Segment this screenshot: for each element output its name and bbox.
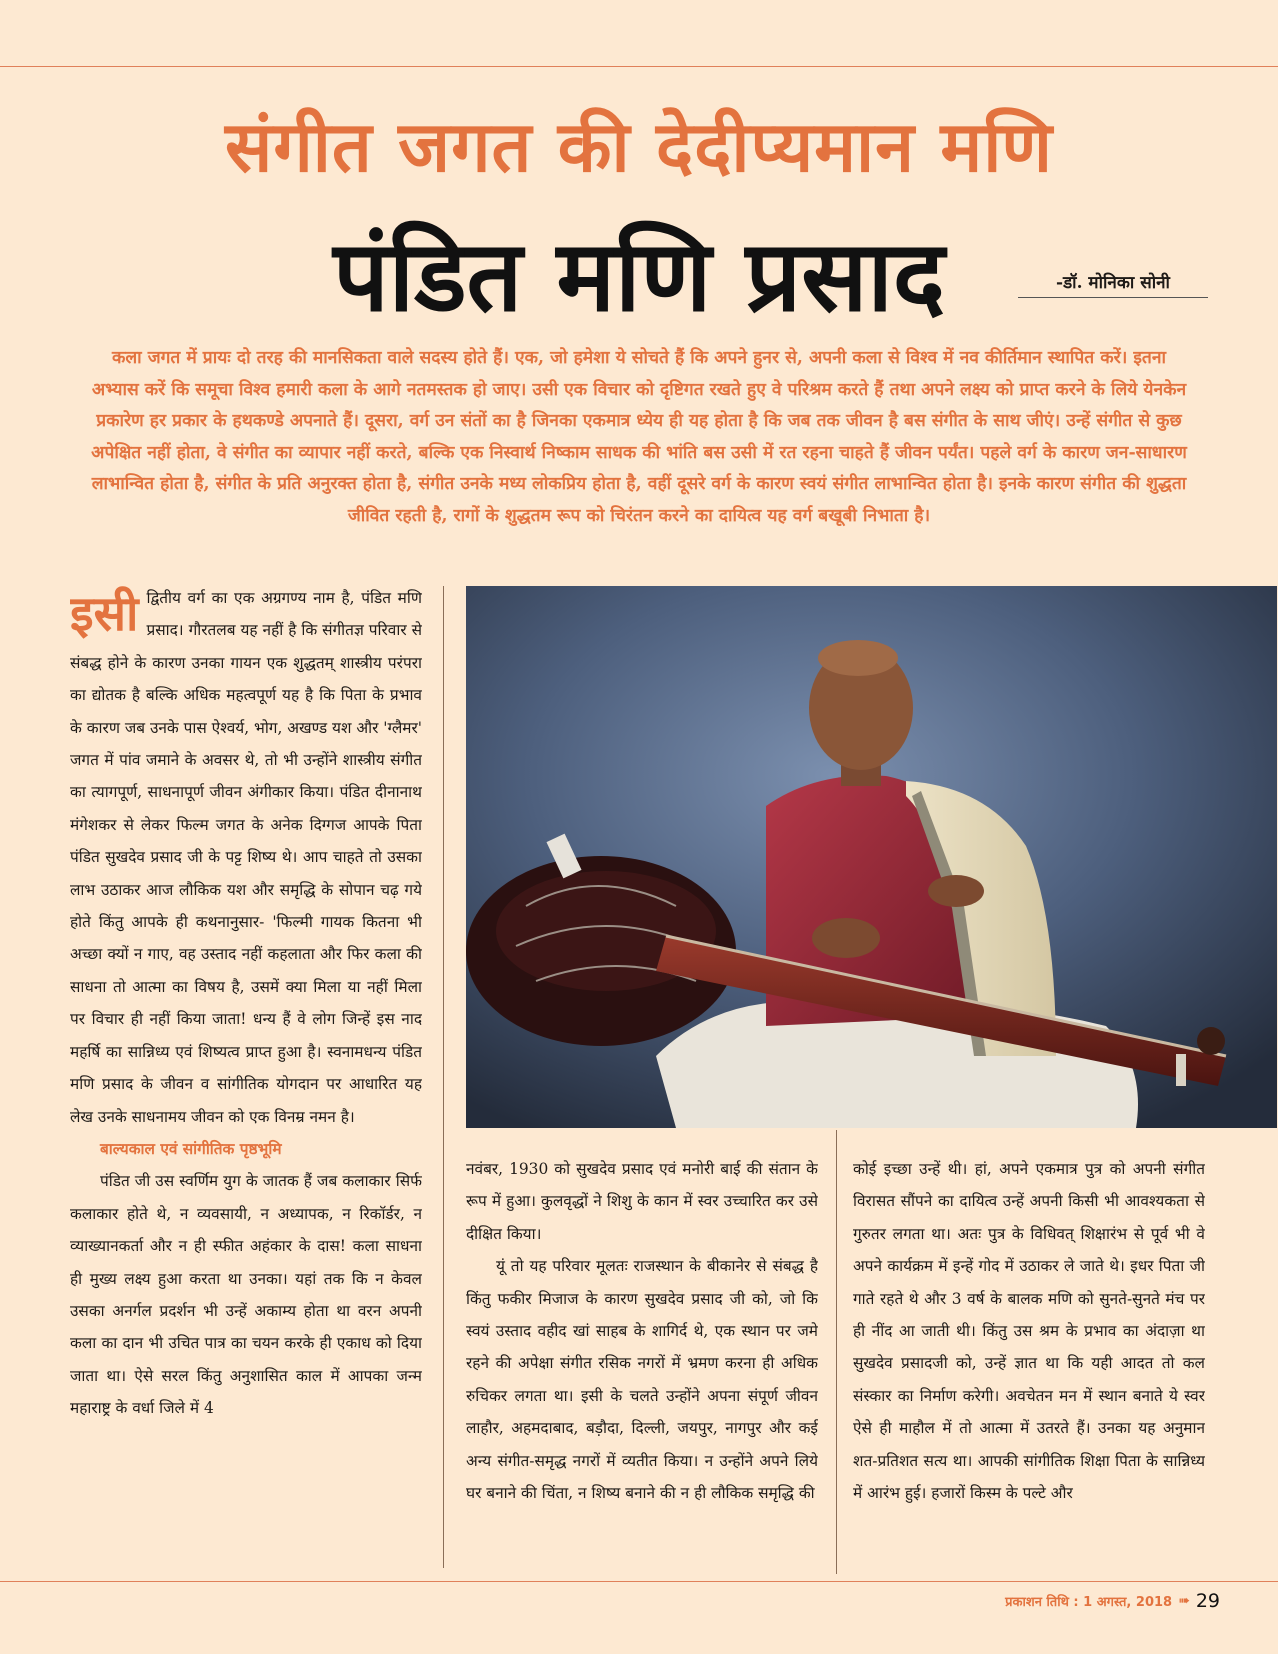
paragraph: द्वितीय वर्ग का एक अग्रगण्य नाम है, पंडित मणि प्रसाद। गौरतलब यह नहीं है कि संगीतज्ञ परिवार से संबद्ध होने के कारण उनका गायन एक शुद्धतम् शास्त्रीय परंपरा का द्योतक है बल्कि अधिक महत्वपूर्ण यह है कि पिता के प्रभाव के कारण जब उनके पास ऐश्वर्य, भोग, अखण्ड यश और 'ग्लैमर' जगत में पांव जमाने के अवसर थे, तो भी उन्होंने शास्त्रीय संगीत का त्यागपूर्ण, साधनापूर्ण जीवन अंगीकार किया। पंडित दीनानाथ मंगेशकर से लेकर फिल्म जगत के अनेक दिग्गज आपके पिता पंडित सुखदेव प्रसाद जी के पट्ट शिष्य थे। आप चाहते तो उसका लाभ उठाकर आज लौकिक यश और समृद्धि के सोपान चढ़ गये होते किंतु आपके ही कथनानुसार- 'फिल्मी गायक कितना भी अच्छा क्यों न गाए, वह उस्ताद नहीं कहलाता और फिर कला की साधना तो आत्मा का विषय है, उसमें क्या मिला या नहीं मिला पर विचार ही नहीं किया जाता! धन्य हैं वे लोग जिन्हें इस नाद महर्षि का सान्निध्य एवं शिष्यत्व प्राप्त हुआ है। स्वनामधन्य पंडित मणि प्रसाद के जीवन व सांगीतिक योगदान पर आधारित यह लेख उनके साधनामय जीवन को एक विनम्र नमन है।	[70, 589, 422, 1126]
drop-cap: इसी	[70, 586, 139, 642]
paragraph: कोई इच्छा उन्हें थी। हां, अपने एकमात्र पुत्र को अपनी संगीत विरासत सौंपने का दायित्व उन्हें अपनी किसी भी आवश्यकता से गुरुतर लगता था। अतः पुत्र के विधिवत् शिक्षारंभ से पूर्व भी वे अपने कार्यक्रम में इन्हें गोद में उठाकर ले जाते थे। इधर पिता जी गाते रहते थे और 3 वर्ष के बालक मणि को सुनते-सुनते मंच पर ही नींद आ जाती थी। किंतु उस श्रम के प्रभाव का अंदाज़ा था सुखदेव प्रसादजी को, उन्हें ज्ञात था कि यही आदत तो कल संस्कार का निर्माण करेगी। अवचेतन मन में स्थान बनाते ये स्वर ऐसे ही माहौल में तो आत्मा में उतरते हैं। उनका यह अनुमान शत-प्रतिशत सत्य था। आपकी सांगीतिक शिक्षा पिता के सान्निध्य में आरंभ हुई। हजारों किस्म के पल्टे और	[853, 1160, 1205, 1503]
publication-date: प्रकाशन तिथि : 1 अगस्त, 2018	[1005, 1595, 1173, 1610]
bottom-rule	[0, 1581, 1278, 1582]
column-divider	[836, 1130, 837, 1574]
page-footer	[1005, 1587, 1220, 1615]
top-rule	[0, 66, 1278, 67]
section-heading: बाल्यकाल एवं सांगीतिक पृष्ठभूमि	[100, 1139, 282, 1158]
paragraph: नवंबर, 1930 को सुखदेव प्रसाद एवं मनोरी बाई की संतान के रूप में हुआ। कुलवृद्धों ने शिशु के कान में स्वर उच्चारित कर उसे दीक्षित किया।	[466, 1160, 818, 1243]
paragraph: यूं तो यह परिवार मूलतः राजस्थान के बीकानेर से संबद्ध है किंतु फकीर मिजाज के कारण सुखदेव प्रसाद जी को, जो कि स्वयं उस्ताद वहीद खां साहब के शागिर्द थे, एक स्थान पर जमे रहने की अपेक्षा संगीत रसिक नगरों में भ्रमण करना ही अधिक रुचिकर लगता था। इसी के चलते उन्होंने अपना संपूर्ण जीवन लाहौर, अहमदाबाद, बड़ौदा, दिल्ली, जयपुर, नागपुर और कई अन्य संगीत-समृद्ध नगरों में व्यतीत किया। न उन्होंने अपने लिये घर बनाने की चिंता, न शिष्य बनाने की न ही लौकिक समृद्धि की	[466, 1257, 818, 1503]
author-byline: -डॉ. मोनिका सोनी	[1018, 270, 1208, 298]
musician-with-tanpura-illustration	[466, 586, 1277, 1128]
intro-paragraph: कला जगत में प्रायः दो तरह की मानसिकता वाले सदस्य होते हैं। एक, जो हमेशा ये सोचते हैं कि अपने हुनर से, अपनी कला से विश्व में नव कीर्तिमान स्थापित करें। इतना अभ्यास करें कि समूचा विश्व हमारी कला के आगे नतमस्तक हो जाए। उसी एक विचार को दृष्टिगत रखते हुए वे परिश्रम करते हैं तथा अपने लक्ष्य को प्राप्त करने के लिये येनकेन प्रकारेण हर प्रकार के हथकण्डे अपनाते हैं। दूसरा, वर्ग उन संतों का है जिनका एकमात्र ध्येय ही यह होता है कि जब तक जीवन है बस संगीत के साथ जीएं। उन्हें संगीत से कुछ अपेक्षित नहीं होता, वे संगीत का व्यापार नहीं करते, बल्कि एक निस्वार्थ निष्काम साधक की भांति बस उसी में रत रहना चाहते हैं जीवन पर्यंत। पहले वर्ग के कारण जन-साधारण लाभान्वित होता है, संगीत के प्रति अनुरक्त होता है, संगीत उनके मध्य लोकप्रिय होता है, वहीं दूसरे वर्ग के कारण स्वयं संगीत लाभान्वित होता है। इनके कारण संगीत की शुद्धता जीवित रहती है, रागों के शुद्धतम रूप को चिरंतन करने का दायित्व यह वर्ग बखूबी निभाता है।	[91, 348, 1187, 526]
column-1	[70, 582, 422, 1572]
arrow-icon: ➠	[1178, 1593, 1190, 1609]
article-kicker: संगीत जगत की देदीप्यमान मणि	[225, 105, 1053, 188]
article-title: पंडित मणि प्रसाद	[333, 220, 945, 334]
column-2	[466, 1153, 818, 1573]
paragraph: पंडित जी उस स्वर्णिम युग के जातक हैं जब कलाकार सिर्फ कलाकार होते थे, न व्यवसायी, न अध्यापक, न रिकॉर्डर, न व्याख्यानकर्ता और न ही स्फीत अहंकार के दास! कला साधना ही मुख्य लक्ष्य हुआ करता था उनका। यहां तक कि न केवल उसका अनर्गल प्रदर्शन भी उन्हें अकाम्य होता था वरन अपनी कला का दान भी उचित पात्र का चयन करके ही एकाध को दिया जाता था। ऐसे सरल किंतु अनुशासित काल में आपका जन्म महाराष्ट्र के वर्धा जिले में 4	[70, 1172, 422, 1418]
page-number: 29	[1195, 1590, 1220, 1612]
column-divider	[443, 586, 444, 1568]
portrait-photo	[466, 586, 1277, 1128]
column-3	[853, 1153, 1205, 1573]
